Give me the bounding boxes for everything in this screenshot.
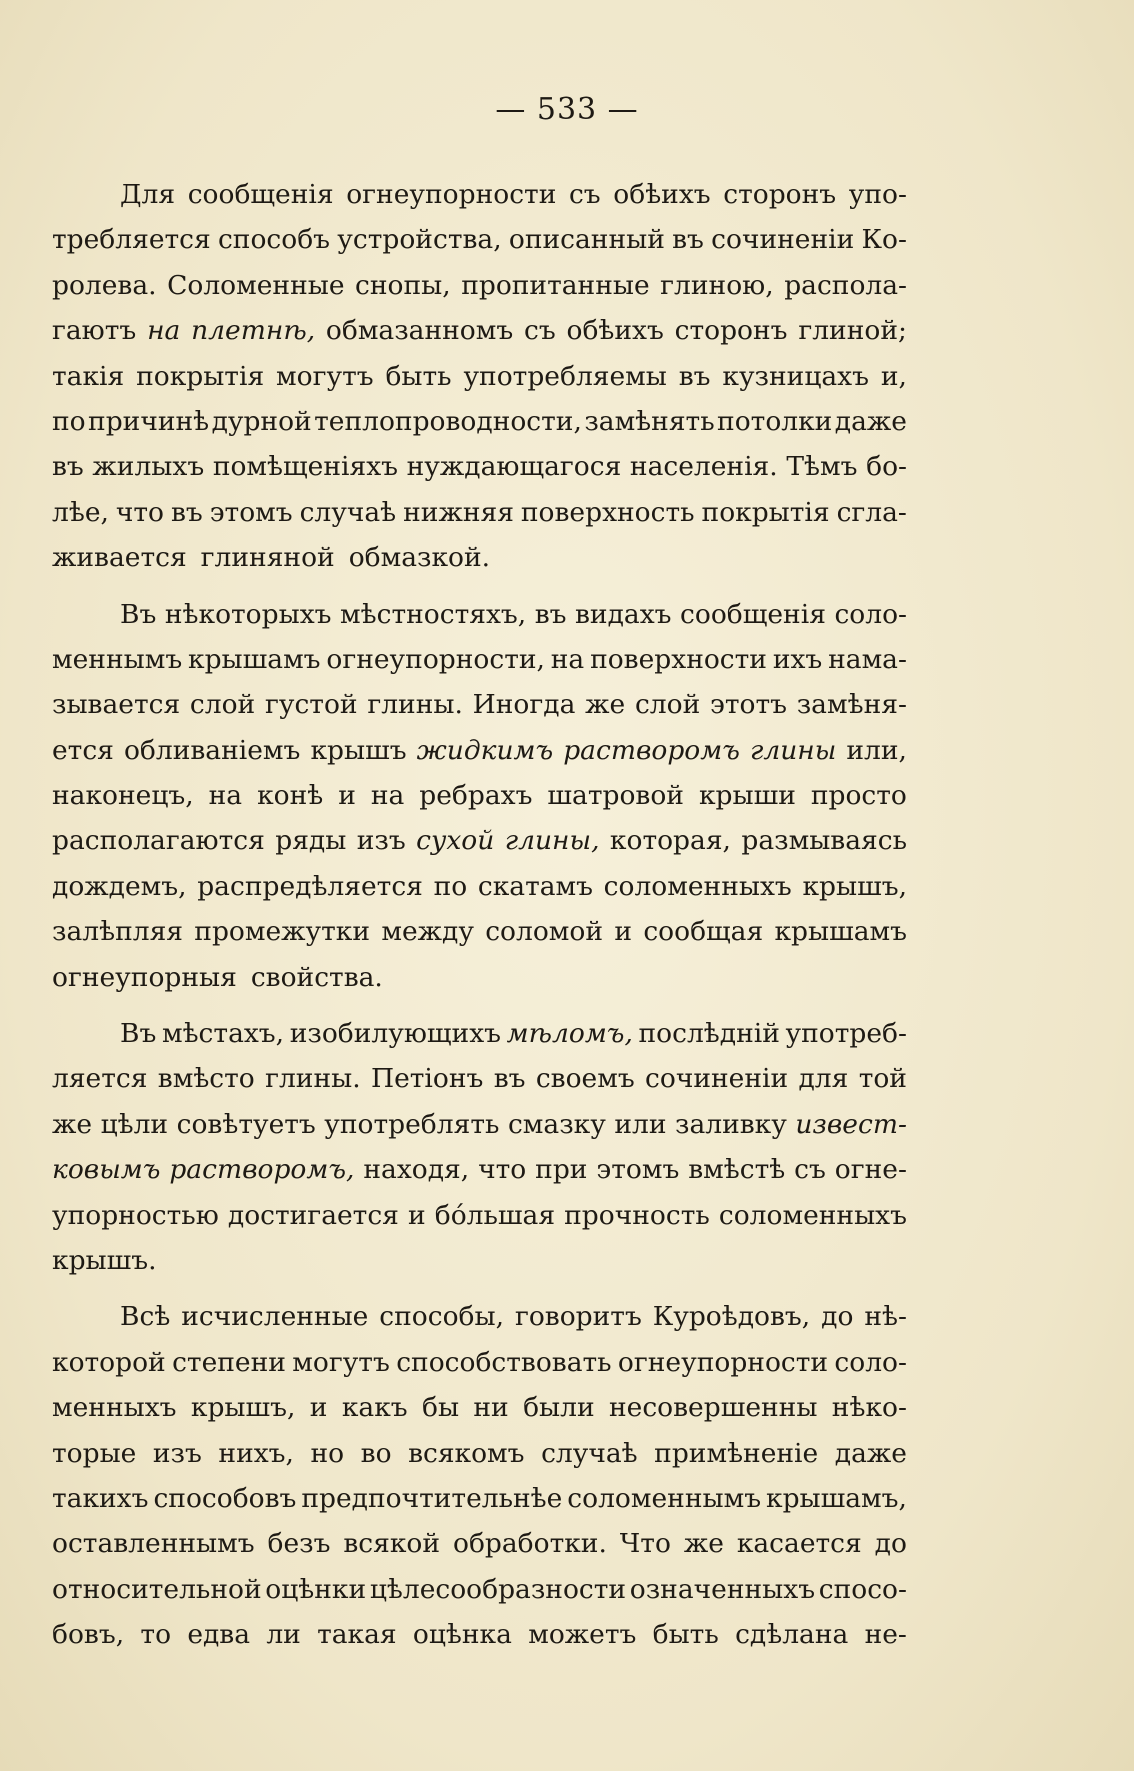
word: какъ — [341, 1392, 408, 1424]
paragraph — [52, 592, 907, 1001]
text-line — [52, 217, 907, 262]
word: въ — [534, 598, 567, 630]
word: сочиненіи — [711, 224, 855, 256]
text-line — [52, 172, 907, 217]
word: менныхъ — [52, 1392, 177, 1424]
word: залѣпляя — [52, 916, 183, 948]
word: бо- — [866, 451, 907, 483]
word: поверхность — [520, 496, 695, 528]
word: такая — [317, 1619, 397, 1651]
word: въ — [52, 451, 84, 483]
word: замѣнять — [584, 405, 715, 437]
paragraph-gap — [52, 1000, 907, 1011]
word: съ — [568, 179, 601, 210]
word: своемъ — [535, 1063, 635, 1095]
word: способствовать — [396, 1346, 612, 1378]
word: живается — [52, 542, 187, 574]
word: слой — [634, 689, 701, 721]
word: крышъ, — [190, 1392, 296, 1424]
word: лѣе, — [52, 496, 109, 528]
text-line — [52, 1147, 907, 1192]
text-line — [52, 728, 907, 773]
word: употреб- — [785, 1018, 907, 1050]
word: крышамъ — [188, 643, 321, 675]
text-line — [52, 1476, 907, 1521]
word: достигается — [227, 1199, 399, 1231]
word: слой — [189, 689, 256, 721]
word: на — [370, 780, 405, 812]
word: располагаются — [52, 825, 265, 857]
word: этотъ — [709, 689, 787, 721]
body-text — [52, 172, 907, 1658]
word: и, — [880, 360, 907, 392]
word: же — [585, 689, 626, 721]
text-line — [52, 444, 907, 489]
word: или — [614, 1108, 667, 1140]
word: поверхности — [590, 643, 767, 675]
word: скатамъ — [477, 870, 593, 902]
word: дождемъ, — [52, 870, 187, 902]
word: несовершенны — [608, 1392, 818, 1424]
word: которая, — [609, 825, 731, 857]
word: Соломенные — [167, 269, 345, 301]
text-line — [52, 490, 907, 535]
word: до — [874, 1528, 907, 1560]
word: Что — [619, 1528, 671, 1560]
word: случаѣ — [299, 496, 397, 528]
word: требляется — [52, 224, 211, 256]
word: въ — [672, 224, 704, 256]
text-line — [52, 1385, 907, 1430]
word: глиною, — [660, 269, 774, 301]
word: вмѣстѣ — [688, 1154, 786, 1186]
word: могутъ — [276, 360, 374, 392]
paragraph — [52, 1294, 907, 1657]
word: сообщенія — [680, 598, 826, 630]
text-line — [52, 682, 907, 727]
word: всякой — [343, 1528, 441, 1560]
word: торые — [52, 1437, 137, 1469]
word: бы — [421, 1392, 460, 1424]
word: ихъ — [772, 643, 823, 675]
word: означенныхъ — [629, 1573, 816, 1605]
word: покрытія — [136, 360, 265, 392]
word: крышъ — [310, 734, 407, 766]
paragraph-gap — [52, 1283, 907, 1294]
word: нѣко- — [831, 1392, 907, 1424]
text-line — [52, 1056, 907, 1101]
word: дурной — [211, 405, 312, 437]
word: нѣ- — [864, 1301, 907, 1333]
italic-word: мѣломъ, — [506, 1018, 633, 1050]
word: и — [614, 916, 633, 948]
text-line — [52, 1612, 907, 1657]
text-line — [52, 1102, 907, 1147]
word: соломой — [485, 916, 604, 948]
word: сторонъ — [723, 179, 837, 210]
word: огнеупорности — [346, 179, 557, 210]
word: крыши — [698, 780, 796, 812]
word: во — [360, 1437, 392, 1469]
word: той — [858, 1063, 907, 1095]
word: едва — [187, 1619, 251, 1651]
word: и — [407, 1199, 426, 1231]
word: совѣтуетъ — [176, 1108, 316, 1140]
word: размываясь — [741, 825, 907, 857]
word: были — [523, 1392, 595, 1424]
word: конѣ — [257, 780, 324, 812]
word: такія — [52, 360, 125, 392]
word: же — [683, 1528, 724, 1560]
word: оцѣнки — [265, 1573, 367, 1605]
word: способы, — [379, 1301, 505, 1333]
word: описанный — [508, 224, 665, 256]
word: этомъ — [209, 496, 293, 528]
word: быть — [652, 1619, 719, 1651]
word: говоритъ — [514, 1301, 642, 1333]
word: вмѣсто — [157, 1063, 255, 1095]
word: снопы, — [355, 269, 451, 301]
word: на — [550, 643, 585, 675]
word: употребляемы — [463, 360, 667, 392]
word: или, — [846, 734, 907, 766]
word: заливку — [675, 1108, 787, 1140]
word: что — [478, 1154, 527, 1186]
word: смазку — [507, 1108, 606, 1140]
word: и — [338, 780, 356, 812]
text-line — [52, 535, 907, 580]
word: этомъ — [596, 1154, 680, 1186]
word: не- — [864, 1619, 907, 1651]
word: степени — [172, 1346, 286, 1378]
word: нижняя — [403, 496, 514, 528]
word: глины. — [265, 1063, 361, 1095]
paragraph — [52, 172, 907, 581]
word: предпочтительнѣе — [301, 1482, 563, 1514]
word: изъ — [356, 825, 406, 857]
word: находя, — [363, 1154, 470, 1186]
word: Въ — [120, 598, 157, 630]
italic-word: растворомъ — [563, 734, 740, 766]
text-line — [52, 308, 907, 353]
word: нѣкоторыхъ — [164, 598, 332, 630]
word: свойства. — [250, 961, 383, 993]
word: обмазанномъ — [325, 315, 514, 347]
word: обѣихъ — [566, 315, 664, 347]
word: ребрахъ — [419, 780, 533, 812]
word: въ — [170, 496, 203, 528]
word: употреблять — [324, 1108, 500, 1140]
word: въ — [493, 1063, 526, 1095]
word: Куроѣдовъ, — [652, 1301, 811, 1333]
word: такихъ — [52, 1482, 149, 1514]
text-line — [52, 864, 907, 909]
word: Для — [120, 179, 176, 210]
word: цѣли — [100, 1108, 169, 1140]
word: просто — [810, 780, 907, 812]
italic-word: извест- — [795, 1108, 907, 1140]
word: зывается — [52, 689, 181, 721]
word: относительной — [52, 1573, 262, 1605]
word: Ко- — [861, 224, 907, 256]
text-line — [52, 773, 907, 818]
text-line — [52, 637, 907, 682]
text-line — [52, 1340, 907, 1385]
italic-word: ковымъ — [52, 1154, 161, 1186]
text-line — [52, 1193, 907, 1238]
word: съ — [794, 1154, 826, 1186]
text-line — [52, 1238, 907, 1283]
word: способъ — [217, 224, 331, 256]
word: ляется — [52, 1063, 148, 1095]
word: на — [208, 780, 243, 812]
word: сдѣлана — [735, 1619, 849, 1651]
word: ряды — [275, 825, 347, 857]
word: крышамъ, — [766, 1482, 907, 1514]
word: Петіонъ — [370, 1063, 484, 1095]
word: ли — [266, 1619, 301, 1651]
word: промежутки — [194, 916, 371, 948]
word: устройства, — [337, 224, 502, 256]
italic-word: глины — [749, 734, 837, 766]
italic-word: растворомъ, — [169, 1154, 355, 1186]
word: Въ — [120, 1018, 157, 1050]
word: случаѣ — [541, 1437, 638, 1469]
italic-word: на — [147, 315, 181, 347]
text-line — [52, 1011, 907, 1056]
word: бо́льшая — [434, 1199, 556, 1231]
word: обѣихъ — [613, 179, 711, 210]
word: крышамъ — [774, 916, 907, 948]
word: упо- — [848, 179, 907, 210]
word: то — [140, 1619, 172, 1651]
word: по — [433, 870, 468, 902]
text-line — [52, 399, 907, 444]
text-line — [52, 1567, 907, 1612]
word: меннымъ — [52, 643, 183, 675]
word: нуждающагося — [406, 451, 622, 483]
word: цѣлесообразности — [369, 1573, 627, 1605]
word: съ — [524, 315, 556, 347]
word: исчисленные — [181, 1301, 369, 1333]
word: что — [115, 496, 165, 528]
word: глиной; — [798, 315, 907, 347]
word: способовъ — [153, 1482, 297, 1514]
word: кузницахъ — [722, 360, 869, 392]
word: покрытія — [701, 496, 830, 528]
word: распредѣляется — [197, 870, 423, 902]
word: соло- — [834, 1346, 907, 1378]
word: теплопроводности, — [314, 405, 582, 437]
word: спосо- — [818, 1573, 907, 1605]
paragraph-gap — [52, 581, 907, 592]
text-line — [52, 955, 907, 1000]
word: крышъ, — [802, 870, 907, 902]
word: до — [821, 1301, 854, 1333]
word: оцѣнка — [412, 1619, 512, 1651]
word: быть — [385, 360, 452, 392]
word: можетъ — [528, 1619, 637, 1651]
word: въ — [678, 360, 711, 392]
word: соломенныхъ — [718, 1199, 907, 1231]
word: Иногда — [472, 689, 576, 721]
word: мѣстахъ, — [161, 1018, 285, 1050]
word: и — [309, 1392, 328, 1424]
paragraph — [52, 1011, 907, 1283]
word: для — [798, 1063, 849, 1095]
word: обливаніемъ — [123, 734, 301, 766]
word: ется — [52, 734, 114, 766]
word: замѣня- — [796, 689, 907, 721]
word: Всѣ — [120, 1301, 171, 1333]
text-line — [52, 1431, 907, 1476]
word: которой — [52, 1346, 166, 1378]
word: при — [535, 1154, 588, 1186]
text-line — [52, 909, 907, 954]
word: сочиненіи — [645, 1063, 789, 1095]
word: ни — [473, 1392, 509, 1424]
word: обмазкой. — [348, 542, 491, 574]
word: огнеупорности, — [326, 643, 545, 675]
word: пропитанные — [461, 269, 650, 301]
word: помѣщеніяхъ — [212, 451, 399, 483]
word: соло- — [834, 598, 907, 630]
word: шатровой — [547, 780, 684, 812]
word: послѣдній — [638, 1018, 780, 1050]
word: всякомъ — [408, 1437, 525, 1469]
word: глины. — [367, 689, 463, 721]
text-line — [52, 354, 907, 399]
word: огне- — [834, 1154, 907, 1186]
word: по — [52, 405, 86, 437]
italic-word: жидкимъ — [416, 734, 554, 766]
word: распола- — [784, 269, 907, 301]
word: крышъ. — [52, 1244, 157, 1276]
text-line — [52, 263, 907, 308]
word: Тѣмъ — [786, 451, 858, 483]
word: сообщая — [643, 916, 764, 948]
text-line — [52, 592, 907, 637]
word: огнеупорныя — [52, 961, 237, 993]
word: но — [310, 1437, 345, 1469]
word: даже — [834, 405, 907, 437]
text-line — [52, 1521, 907, 1566]
word: соломенныхъ — [603, 870, 792, 902]
word: видахъ — [575, 598, 672, 630]
word: нама- — [828, 643, 907, 675]
word: причинѣ — [88, 405, 210, 437]
word: потолки — [717, 405, 833, 437]
word: обработки. — [452, 1528, 607, 1560]
word: жилыхъ — [92, 451, 205, 483]
word: изобилующихъ — [289, 1018, 502, 1050]
word: ролева. — [52, 269, 157, 301]
word: гаютъ — [52, 315, 137, 347]
italic-word: сухой — [416, 825, 495, 857]
word: примѣненіе — [654, 1437, 819, 1469]
word: нихъ, — [218, 1437, 294, 1469]
word: упорностью — [52, 1199, 219, 1231]
word: бовъ, — [52, 1619, 125, 1651]
word: могутъ — [292, 1346, 390, 1378]
word: населенія. — [629, 451, 778, 483]
word: мѣстностяхъ, — [340, 598, 527, 630]
word: между — [381, 916, 474, 948]
page-number: — 533 — — [495, 92, 639, 127]
word: безъ — [267, 1528, 331, 1560]
italic-word: глины, — [504, 825, 600, 857]
word: густой — [264, 689, 358, 721]
word: огнеупорности — [617, 1346, 829, 1378]
word: наконецъ, — [52, 780, 194, 812]
word: прочность — [564, 1199, 710, 1231]
word: сгла- — [836, 496, 907, 528]
word: глиняной — [200, 542, 335, 574]
word: касается — [736, 1528, 862, 1560]
word: даже — [834, 1437, 907, 1469]
word: изъ — [152, 1437, 202, 1469]
word: оставленнымъ — [52, 1528, 255, 1560]
text-line — [52, 1294, 907, 1339]
italic-word: плетнѣ, — [191, 315, 316, 347]
text-line — [52, 818, 907, 863]
word: сообщенія — [187, 179, 334, 210]
word: соломеннымъ — [567, 1482, 762, 1514]
word: же — [52, 1108, 93, 1140]
word: сторонъ — [674, 315, 788, 347]
